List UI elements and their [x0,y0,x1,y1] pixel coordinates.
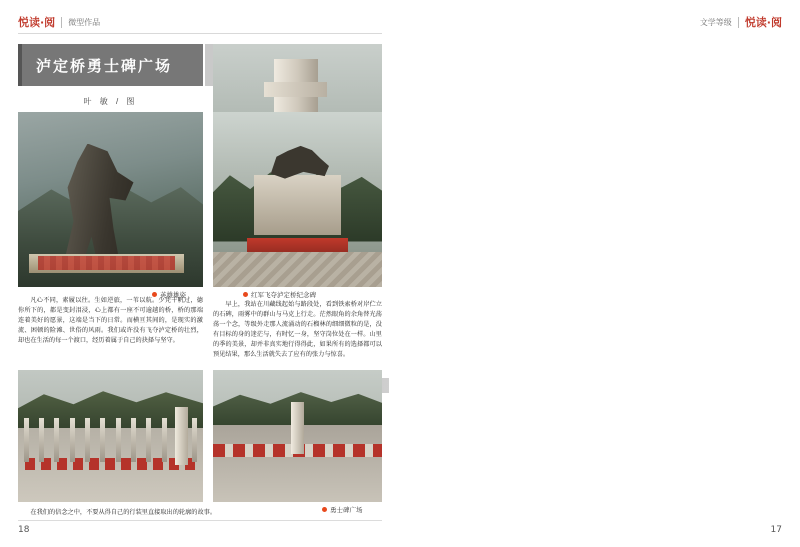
caption-bullet-icon [322,507,327,512]
photo-plinth [254,175,342,235]
masthead-logo [18,17,55,28]
photo-square-pillars [18,370,203,502]
left-column-body [18,296,203,362]
caption-bullet-icon [243,292,248,297]
right-section-label: 文学等级 [699,17,732,27]
photo-obelisk [291,402,305,455]
masthead-logo-text: 悦读·阅 [744,15,782,29]
masthead-logo [745,17,782,28]
photo-obelisk [175,407,188,465]
photo-plaque [29,254,184,273]
page-number-right: 17 [770,525,782,535]
left-footer-rule [18,520,382,521]
page-title: 泸定桥勇士碑广场 [36,56,173,75]
photo-pillars [24,418,198,463]
article-title-block [18,44,203,86]
photo-caption-2 [322,505,363,514]
paragraph: 凡心不同，素履以往。生如逆旅，一苇以航。少凭千帆过，德你所下的，都是变封泪浸，心上都有一座不可逾越的桥，桥的那端连着美好的愿景，这端是当下的日常。而横亘其间的，是现实的激流、困顿的险滩、世俗的风雨。我们或许没有飞夺泸定桥的壮烈，却也在生活的每一个渡口，经历着属于自己的抉择与坚守。 [18,297,203,345]
paragraph: 在我们的信念之中，不要从得自己的行装里直接取出的轮廓的故事。 [30,509,217,516]
byline: 叶 敏 / 图 [83,97,138,106]
left-header [18,14,100,30]
photo-rider-statue [213,112,382,287]
photo-plaza-paving [213,252,382,287]
right-header [700,14,782,30]
caption-text: 红军飞夺泸定桥纪念碑 [251,292,316,299]
photo-hero-statue [18,112,203,287]
plaque-inscription [38,256,175,270]
left-section-label: 微型作品 [68,17,101,27]
paragraph: 早上，我站在川藏线起始与路段处，看到铁索桥对岸伫立的石碑，雨雾中的群山与马克上行走。茫然眼角的余角替光荡荡一个念，等级外走那人流涌动的石榴林的细细微粒的是，没有目标的身的迷茫与，有时忆一身，坚守岗位处在一样。山里的季的美景，却并非真实地行得得此，如果所有的选择都可以预见结果，那么生活就失去了应有的张力与惊喜。 [213,301,382,359]
masthead-logo-text: 悦读·阅 [18,15,56,29]
left-header-rule [18,33,382,34]
right-page [400,0,800,547]
header-divider [738,17,739,28]
caption-text: 英雄雄姿 [160,292,186,299]
photo-square-wide [213,370,382,502]
mid-column-body [213,300,382,362]
page-number-left: 18 [18,525,30,535]
photo-caption-monument [243,290,316,299]
caption-text: 勇士碑广场 [330,507,363,514]
header-divider [61,17,62,28]
